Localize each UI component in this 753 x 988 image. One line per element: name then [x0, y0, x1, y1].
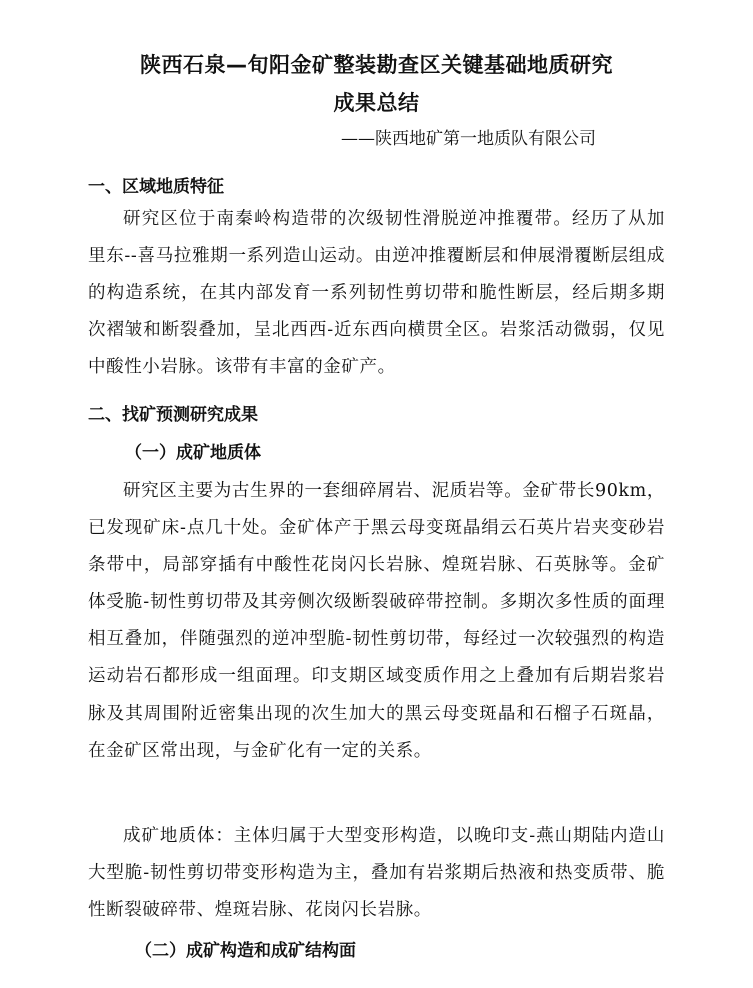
paragraph-ore-bodies: 研究区主要为古生界的一套细碎屑岩、泥质岩等。金矿带长90km，已发现矿床-点几十处。金矿体产于黑云母变斑晶绢云石英片岩夹变砂岩条带中，局部穿插有中酸性花岗闪长岩脉、煌斑岩脉、石英脉等。金矿体受脆-韧性剪切带及其旁侧次级断裂破碎带控制。多期次多性质的面理相互叠加，伴随强烈的逆冲型脆-韧性剪切带，每经过一次较强烈的构造运动岩石都形成一组面理。印支期区域变质作用之上叠加有后期岩浆岩脉及其周围附近密集出现的次生加大的黑云母变斑晶和石榴子石斑晶，在金矿区常出现，与金矿化有一定的关系。	[88, 481, 665, 761]
document-title: 陕西石泉—旬阳金矿整装勘查区关键基础地质研究	[140, 53, 613, 77]
section-heading-1: 一、区域地质特征	[88, 177, 224, 197]
paragraph-regional-geology: 研究区位于南秦岭构造带的次级韧性滑脱逆冲推覆带。经历了从加里东--喜马拉雅期一系列造山运动。由逆冲推覆断层和伸展滑覆断层组成的构造系统，在其内部发育一系列韧性剪切带和脆性断层，经后期多期次褶皱和断裂叠加，呈北西西-近东西向横贯全区。岩浆活动微弱，仅见中酸性小岩脉。该带有丰富的金矿产。	[88, 209, 665, 378]
subsection-heading-1: （一）成矿地质体	[125, 443, 261, 463]
subsection-heading-2: （二）成矿构造和成矿结构面	[135, 941, 356, 961]
section-heading-2: 二、找矿预测研究成果	[88, 405, 258, 425]
document-subtitle: 成果总结	[333, 91, 420, 115]
paragraph-ore-forming-body: 成矿地质体：主体归属于大型变形构造，以晚印支-燕山期陆内造山大型脆-韧性剪切带变形构造为主，叠加有岩浆期后热液和热变质带、脆性断裂破碎带、煌斑岩脉、花岗闪长岩脉。	[88, 826, 665, 921]
author-byline: ——陕西地矿第一地质队有限公司	[341, 129, 596, 149]
